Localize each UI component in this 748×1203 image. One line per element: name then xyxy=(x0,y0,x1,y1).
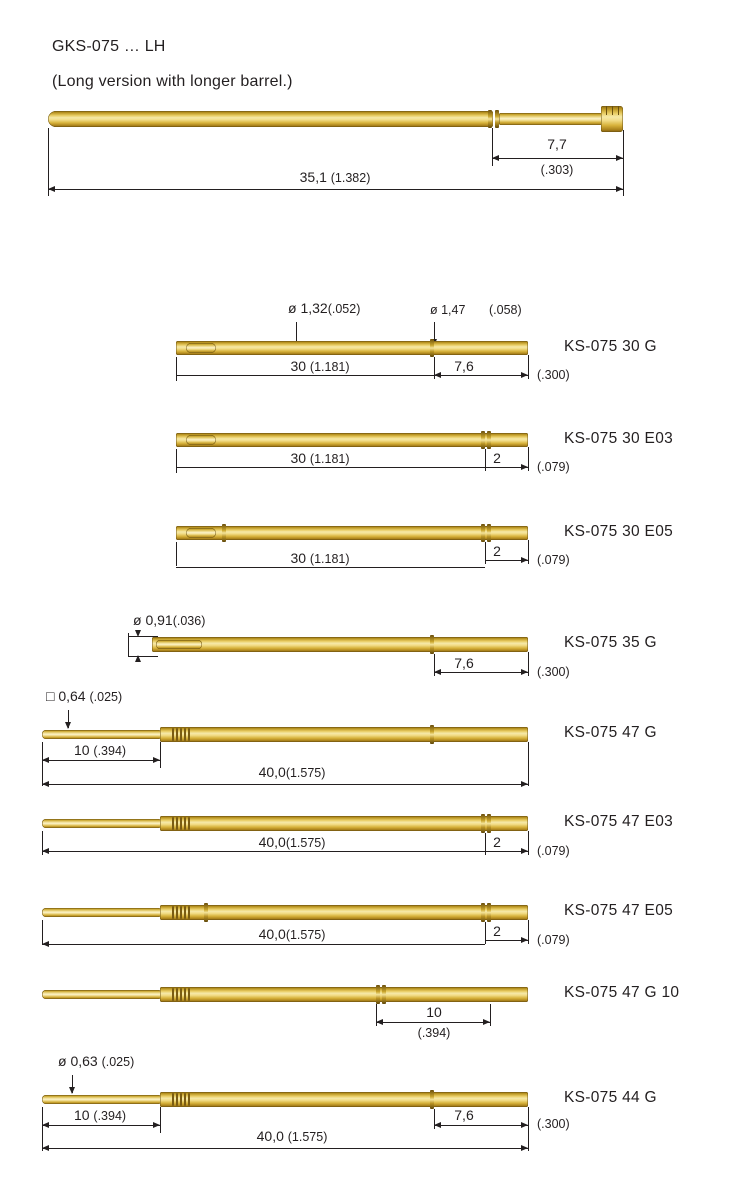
diameter-label-0-91-inch: (.036) xyxy=(172,614,206,628)
probe-barrel xyxy=(160,816,528,831)
variant-label: KS-075 44 G xyxy=(564,1089,657,1106)
dimension-text-inch: (.079) xyxy=(537,933,570,947)
probe-barrel xyxy=(176,341,528,355)
probe-crimp-ring xyxy=(430,635,434,654)
probe-barrel xyxy=(176,433,528,447)
variant-label: KS-075 47 G xyxy=(564,724,657,741)
dimension-text-inch: (1.575) xyxy=(285,928,326,942)
dimension-text-inch: (1.575) xyxy=(285,766,326,780)
dimension-text-tip: 7,7 xyxy=(547,136,567,152)
dimension-text: 2 xyxy=(493,543,501,559)
probe-crimp-ring xyxy=(430,1090,434,1109)
variant-label: KS-075 30 E03 xyxy=(564,430,674,447)
probe-barrel xyxy=(160,1092,528,1107)
dimension-text: 10 xyxy=(73,1107,90,1123)
probe-crimp-ring xyxy=(488,110,492,128)
dimension-text: 40,0 xyxy=(258,834,286,850)
probe-tail xyxy=(42,1095,162,1104)
probe-barrel xyxy=(160,905,528,920)
probe-crimp-ring xyxy=(222,524,226,542)
diameter-label-1-32: ø 1,32 xyxy=(288,300,328,316)
diameter-label-1-32-inch: (.052) xyxy=(327,302,361,316)
probe-barrel xyxy=(160,727,528,742)
probe-barrel xyxy=(48,111,493,127)
probe-tail xyxy=(42,908,162,917)
dimension-text-inch: (.300) xyxy=(537,368,570,382)
dimension-text-inch: (1.575) xyxy=(287,1130,328,1144)
probe-tail xyxy=(42,819,162,828)
diameter-label-0-63-inch: (.025) xyxy=(101,1055,135,1069)
probe-barrel xyxy=(176,526,528,540)
dimension-text-inch: (1.181) xyxy=(309,360,350,374)
probe-tail xyxy=(42,990,162,999)
dimension-text-inch: (1.181) xyxy=(309,552,350,566)
probe-plunger-head xyxy=(186,435,216,445)
dimension-text: 2 xyxy=(493,834,501,850)
probe-crimp-ring xyxy=(430,725,434,744)
dimension-text-overall-inch: (1.382) xyxy=(330,171,371,185)
probe-crimp-ring xyxy=(481,524,485,542)
dimension-text: 7,6 xyxy=(454,655,474,671)
dimension-text: 7,6 xyxy=(454,358,474,374)
page-subtitle: (Long version with longer barrel.) xyxy=(52,73,293,90)
dimension-text: 10 xyxy=(426,1004,442,1020)
diameter-label-1-47-inch: (.058) xyxy=(489,303,522,317)
probe-crimp-ring xyxy=(430,339,434,357)
dimension-text: 40,0 xyxy=(258,764,286,780)
dimension-text-inch: (.079) xyxy=(537,553,570,567)
probe-crimp-ring xyxy=(481,903,485,922)
probe-plunger-head xyxy=(186,528,216,538)
probe-crimp-ring xyxy=(481,814,485,833)
probe-plunger-head xyxy=(186,343,216,353)
square-label-0-64: □ 0,64 xyxy=(46,688,86,704)
dimension-text-inch: (.394) xyxy=(93,744,127,758)
dimension-text: 7,6 xyxy=(454,1107,474,1123)
dimension-text-inch: (.079) xyxy=(537,460,570,474)
dimension-text-inch: (.300) xyxy=(537,1117,570,1131)
variant-label: KS-075 30 G xyxy=(564,338,657,355)
dimension-text: 30 xyxy=(290,450,307,466)
dimension-text-inch: (.394) xyxy=(417,1026,451,1040)
diameter-label-1-47: ø 1,47 xyxy=(430,303,466,317)
probe-plunger-head xyxy=(156,640,202,649)
dimension-text-inch: (.079) xyxy=(537,844,570,858)
dimension-text: 10 xyxy=(73,742,90,758)
probe-plunger xyxy=(499,113,605,125)
variant-label: KS-075 47 G 10 xyxy=(564,984,680,1001)
variant-label: KS-075 30 E05 xyxy=(564,523,674,540)
probe-barrel xyxy=(160,987,528,1002)
probe-crimp-ring xyxy=(487,903,491,922)
dimension-text: 40,0 xyxy=(258,926,286,942)
probe-crimp-ring xyxy=(487,814,491,833)
dimension-text: 40,0 xyxy=(256,1128,284,1144)
page-title: GKS-075 … LH xyxy=(52,38,166,55)
variant-label: KS-075 47 E05 xyxy=(564,902,674,919)
diameter-label-0-63: ø 0,63 xyxy=(58,1053,98,1069)
variant-label: KS-075 47 E03 xyxy=(564,813,674,830)
probe-crimp-ring xyxy=(481,431,485,449)
variant-label: KS-075 35 G xyxy=(564,634,657,651)
probe-crimp-ring xyxy=(487,431,491,449)
probe-crimp-ring xyxy=(487,524,491,542)
dimension-text: 30 xyxy=(290,358,307,374)
probe-crimp-ring xyxy=(376,985,380,1004)
square-label-0-64-inch: (.025) xyxy=(89,690,123,704)
dimension-text-inch: (.300) xyxy=(537,665,570,679)
probe-crimp-ring xyxy=(204,903,208,922)
dimension-text: 2 xyxy=(493,450,501,466)
dimension-text-overall: 35,1 xyxy=(299,169,327,185)
dimension-text: 30 xyxy=(290,550,307,566)
probe-crimp-ring xyxy=(382,985,386,1004)
probe-barrel xyxy=(152,637,528,652)
dimension-text-inch: (.394) xyxy=(93,1109,127,1123)
dimension-text-inch: (1.181) xyxy=(309,452,350,466)
diameter-label-0-91: ø 0,91 xyxy=(133,612,173,628)
dimension-text-inch: (1.575) xyxy=(285,836,326,850)
dimension-text: 2 xyxy=(493,923,501,939)
probe-tail xyxy=(42,730,162,739)
dimension-text-tip-inch: (.303) xyxy=(540,163,574,177)
